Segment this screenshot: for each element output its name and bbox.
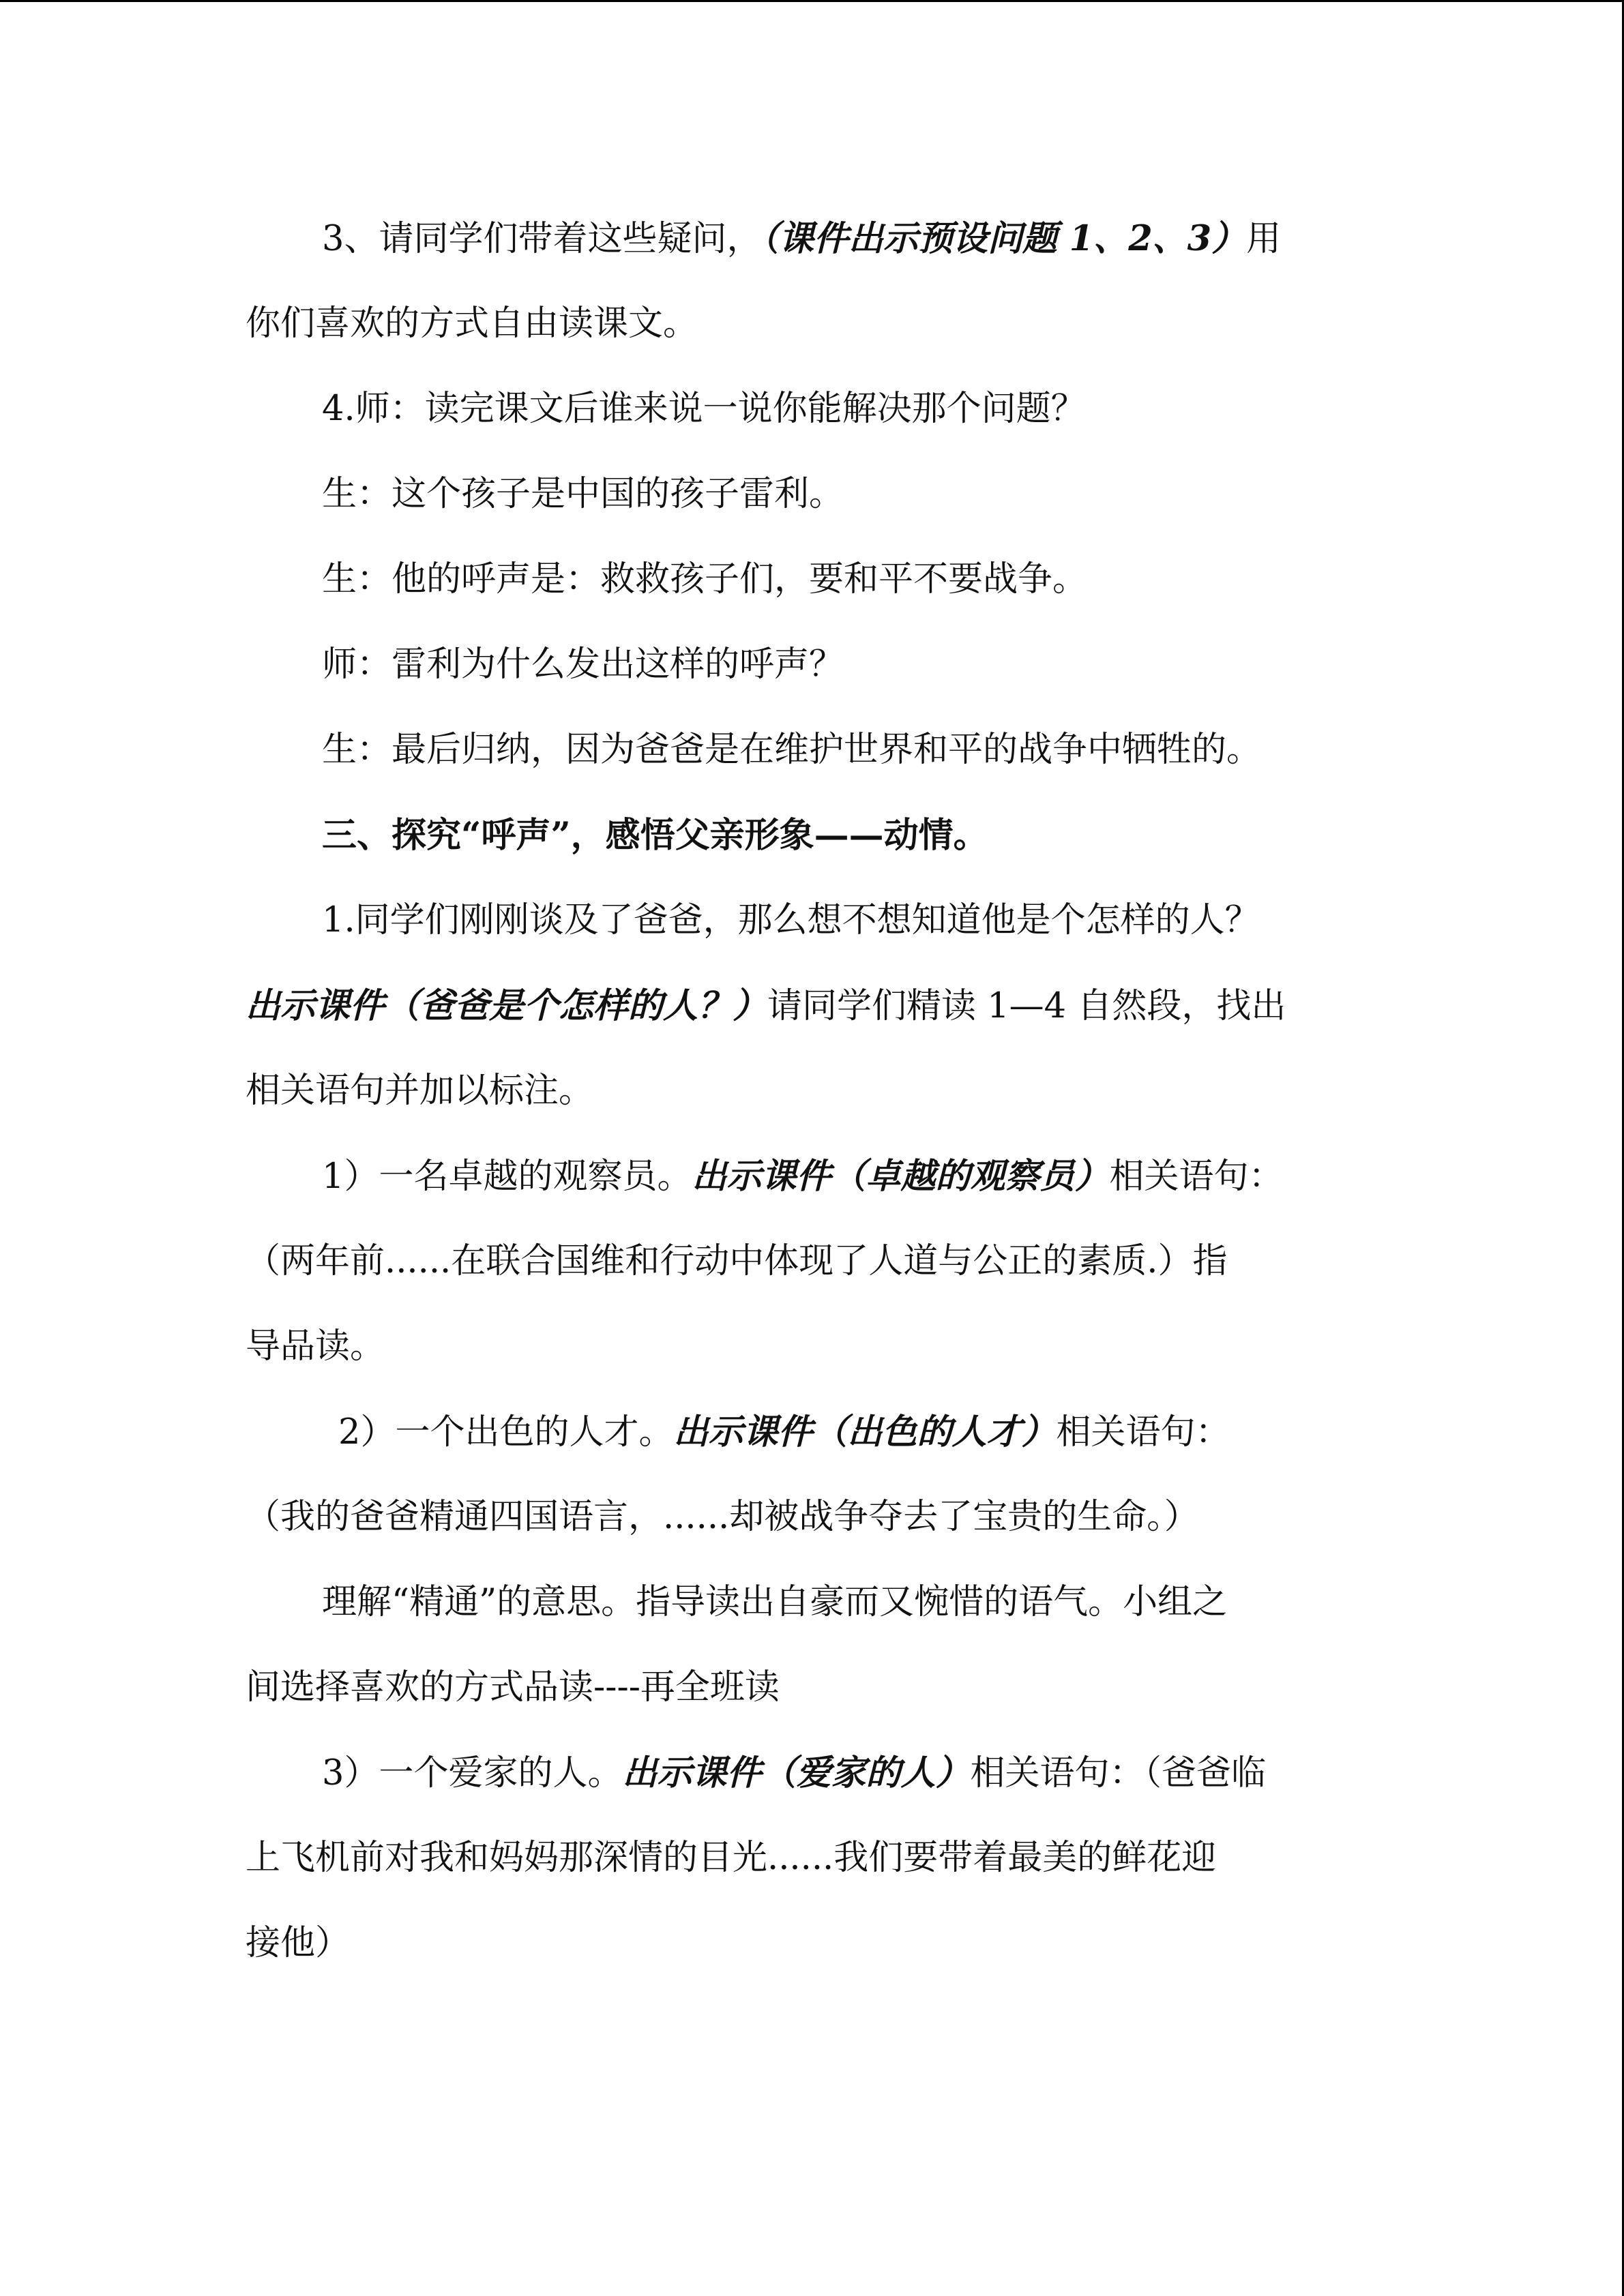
- text: 3）一个爱家的人。: [322, 1753, 623, 1793]
- paragraph-understand-line-1: 理解“精通”的意思。指导读出自豪而又惋惜的语气。小组之: [322, 1582, 1228, 1622]
- item-3-line-1: [322, 1751, 1378, 1795]
- paragraph-3-line-2: 你们喜欢的方式自由读课文。: [246, 303, 698, 344]
- courseware-note: （课件出示预设问题 1、2、3）: [761, 218, 1247, 259]
- text: 3、请同学们带着这些疑问，: [322, 219, 762, 259]
- paragraph-4: 4.师：读完课文后谁来说一说你能解决那个问题？: [322, 389, 1086, 429]
- student-answer-1: 生：这个孩子是中国的孩子雷利。: [322, 474, 844, 514]
- text: 请同学们精读 1—4 自然段，找出: [767, 986, 1286, 1026]
- student-answer-3: 生：最后归纳，因为爸爸是在维护世界和平的战争中牺牲的。: [322, 730, 1262, 770]
- paragraph-understand-line-2: 间选择喜欢的方式品读----再全班读: [246, 1667, 780, 1708]
- text: 1）一名卓越的观察员。: [322, 1157, 692, 1197]
- item-1-line-1: [322, 1154, 1378, 1199]
- courseware-note: 出示课件（爱家的人）: [622, 1753, 971, 1793]
- item-2-line-1: [338, 1410, 1378, 1455]
- text: 相关语句：（爸爸临: [970, 1753, 1266, 1793]
- item-1-line-3: 导品读。: [246, 1326, 385, 1367]
- item-3-line-3: 接他）: [246, 1923, 351, 1963]
- paragraph-1-line-2: [246, 984, 1378, 1028]
- courseware-note: 出示课件（爸爸是个怎样的人？）: [246, 985, 768, 1026]
- text: 相关语句：: [1109, 1157, 1284, 1197]
- paragraph-1-line-3: 相关语句并加以标注。: [246, 1071, 594, 1111]
- student-answer-2: 生：他的呼声是：救救孩子们，要和平不要战争。: [322, 559, 1088, 599]
- text: 相关语句：: [1056, 1412, 1230, 1452]
- courseware-note: 出示课件（出色的人才）: [673, 1412, 1057, 1452]
- paragraph-3-line-1: [322, 217, 1378, 261]
- item-1-line-2: （两年前......在联合国维和行动中体现了人道与公正的素质.）指: [246, 1241, 1228, 1281]
- text: 2）一个出色的人才。: [338, 1412, 674, 1452]
- text: 用: [1246, 219, 1282, 259]
- section-heading-3: 三、探究“呼声”，感悟父亲形象——动情。: [322, 815, 988, 856]
- item-3-line-2: 上飞机前对我和妈妈那深情的目光......我们要带着最美的鲜花迎: [246, 1838, 1217, 1878]
- paragraph-1-line-1: 1.同学们刚刚谈及了爸爸，那么想不想知道他是个怎样的人？: [322, 900, 1260, 940]
- item-2-line-2: （我的爸爸精通四国语言，......却被战争夺去了宝贵的生命。）: [246, 1497, 1199, 1537]
- teacher-question: 师：雷利为什么发出这样的呼声？: [322, 644, 844, 685]
- courseware-note: 出示课件（卓越的观察员）: [692, 1156, 1110, 1197]
